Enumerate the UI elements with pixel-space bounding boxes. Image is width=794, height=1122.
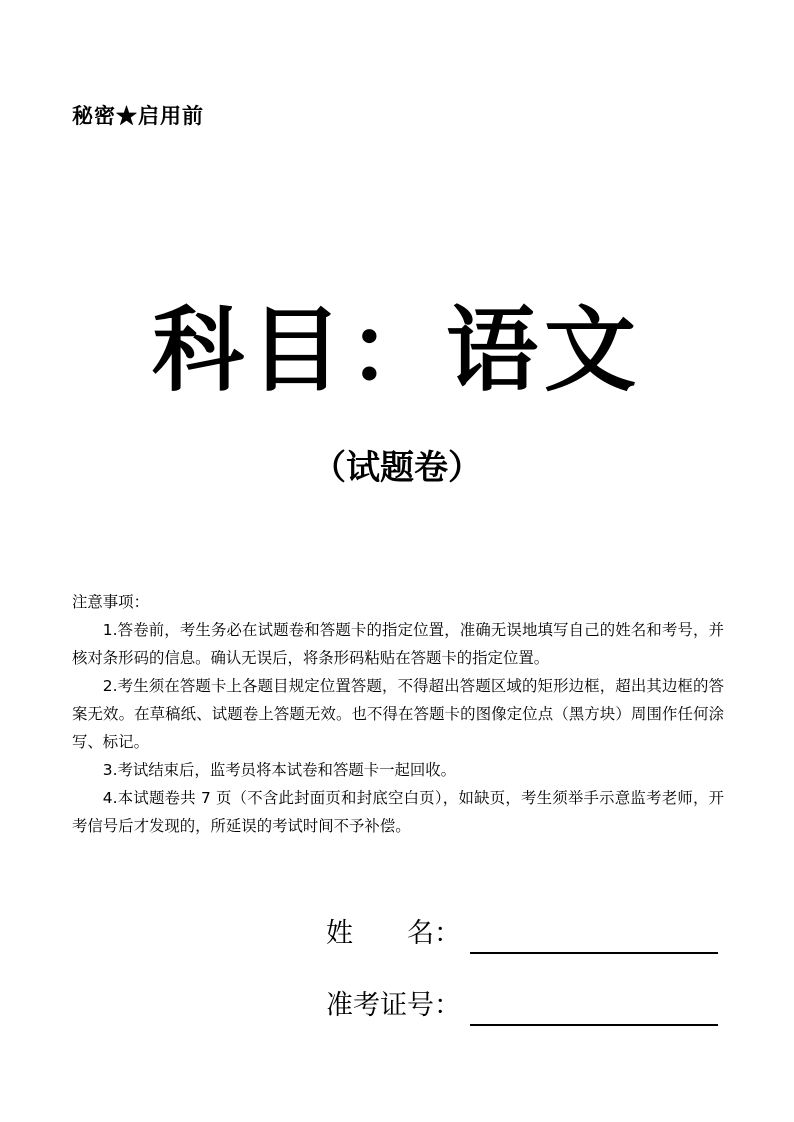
subject-title: 科目：语文 xyxy=(151,296,642,404)
confidential-label: 秘密★启用前 xyxy=(72,103,204,128)
notice-item-3: 3.考试结束后，监考员将本试卷和答题卡一起回收。 xyxy=(102,761,457,779)
notice-item-2: 2.考生须在答题卡上各题目规定位置答题，不得超出答题区域的矩形边框，超出其边框的答案无效。在草稿纸、试题卷上答题无效。也不得在答题卡的图像定位点（黑方块）周围作任何涂写、标记。 xyxy=(72,677,724,751)
exam-id-field-row xyxy=(326,978,726,1028)
name-field-row xyxy=(326,906,726,956)
notice-heading: 注意事项： xyxy=(72,593,149,611)
paper-type-label: （试题卷） xyxy=(312,448,482,488)
exam-id-label: 准考证号： xyxy=(326,990,461,1021)
name-underline[interactable] xyxy=(470,952,718,954)
exam-id-underline[interactable] xyxy=(470,1024,718,1026)
name-label: 姓 名： xyxy=(326,918,461,949)
notice-section xyxy=(72,588,724,840)
notice-item-4: 4.本试题卷共 7 页（不含此封面页和封底空白页），如缺页，考生须举手示意监考老师，开考信号后才发现的，所延误的考试时间不予补偿。 xyxy=(72,789,724,835)
notice-item-1: 1.答卷前，考生务必在试题卷和答题卡的指定位置，准确无误地填写自己的姓名和考号，并核对条形码的信息。确认无误后，将条形码粘贴在答题卡的指定位置。 xyxy=(72,621,724,667)
